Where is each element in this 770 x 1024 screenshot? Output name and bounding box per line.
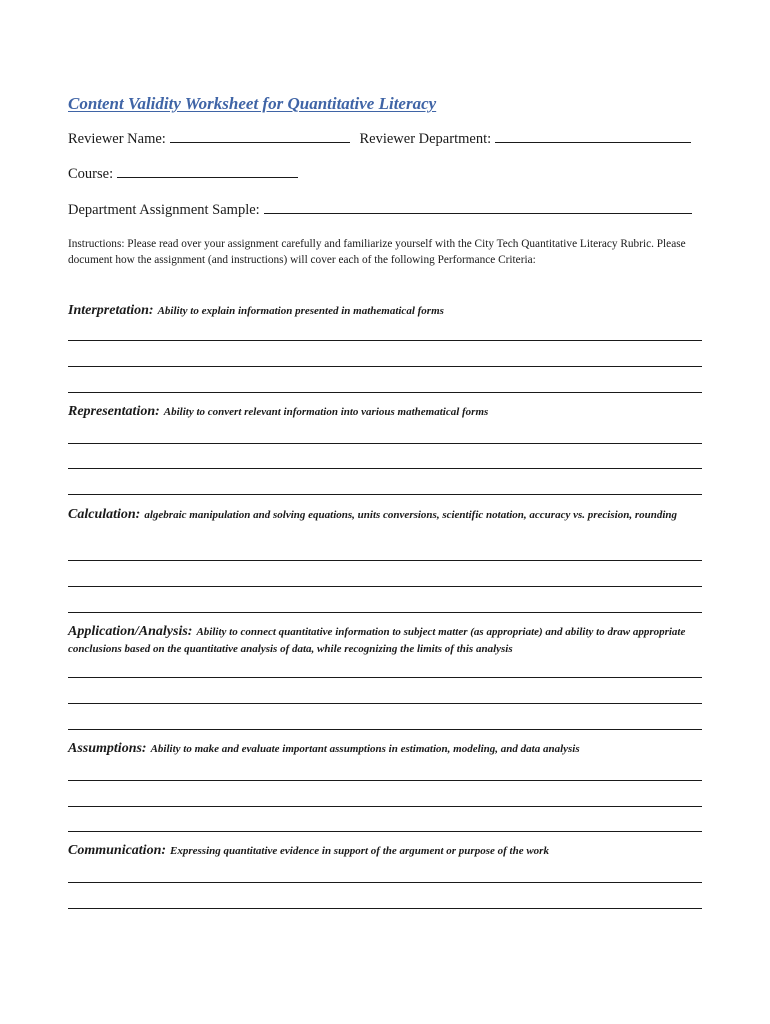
answer-line[interactable] <box>68 703 702 704</box>
section-interpretation <box>68 302 702 319</box>
assignment-sample-row <box>68 202 692 219</box>
section-description: Ability to connect quantitative information to subject matter (as appropriate) and ability to draw appropriate conclusions based on the quantitative analysis of data, while recognizing the limits of this analysis <box>68 626 686 655</box>
answer-line[interactable] <box>68 392 702 393</box>
page-title: Content Validity Worksheet for Quantitative Literacy <box>68 94 437 113</box>
course-row <box>68 166 298 183</box>
section-description: Ability to make and evaluate important assumptions in estimation, modeling, and data analysis <box>150 743 580 755</box>
answer-line[interactable] <box>68 494 702 495</box>
answer-line[interactable] <box>68 882 702 883</box>
reviewer-department-label: Reviewer Department: <box>359 131 492 147</box>
section-description: Ability to convert relevant information into various mathematical forms <box>163 406 489 418</box>
assignment-sample-field[interactable] <box>264 212 692 214</box>
reviewer-row <box>68 131 691 148</box>
section-label: Assumptions: <box>68 741 147 756</box>
section-representation <box>68 403 702 420</box>
answer-line[interactable] <box>68 366 702 367</box>
reviewer-name-field[interactable] <box>170 141 350 143</box>
section-description: Expressing quantitative evidence in support of the argument or purpose of the work <box>170 845 549 857</box>
section-communication <box>68 842 702 859</box>
course-field[interactable] <box>117 176 298 178</box>
section-application-analysis <box>68 623 702 657</box>
answer-line[interactable] <box>68 586 702 587</box>
answer-line[interactable] <box>68 468 702 469</box>
answer-line[interactable] <box>68 908 702 909</box>
answer-line[interactable] <box>68 780 702 781</box>
answer-line[interactable] <box>68 612 702 613</box>
section-assumptions <box>68 740 702 757</box>
course-label: Course: <box>68 166 114 182</box>
section-label: Communication: <box>68 843 167 858</box>
answer-line[interactable] <box>68 560 702 561</box>
answer-line[interactable] <box>68 831 702 832</box>
reviewer-department-field[interactable] <box>495 141 691 143</box>
answer-line[interactable] <box>68 806 702 807</box>
instructions-text: Instructions: Please read over your assignment carefully and familiarize yourself with the City Tech Quantitative Literacy Rubric. Please document how the assignment (and instructions) will cover each of the following Performance Criteria: <box>68 238 686 266</box>
answer-line[interactable] <box>68 677 702 678</box>
answer-line[interactable] <box>68 443 702 444</box>
answer-line[interactable] <box>68 729 702 730</box>
section-label: Application/Analysis: <box>68 624 193 639</box>
section-label: Interpretation: <box>68 303 154 318</box>
section-label: Calculation: <box>68 507 141 522</box>
reviewer-name-label: Reviewer Name: <box>68 131 166 147</box>
section-description: Ability to explain information presented in mathematical forms <box>157 305 444 317</box>
assignment-sample-label: Department Assignment Sample: <box>68 202 260 218</box>
section-calculation <box>68 506 702 523</box>
section-label: Representation: <box>68 404 160 419</box>
answer-line[interactable] <box>68 340 702 341</box>
section-description: algebraic manipulation and solving equations, units conversions, scientific notation, accuracy vs. precision, rounding <box>144 509 678 521</box>
